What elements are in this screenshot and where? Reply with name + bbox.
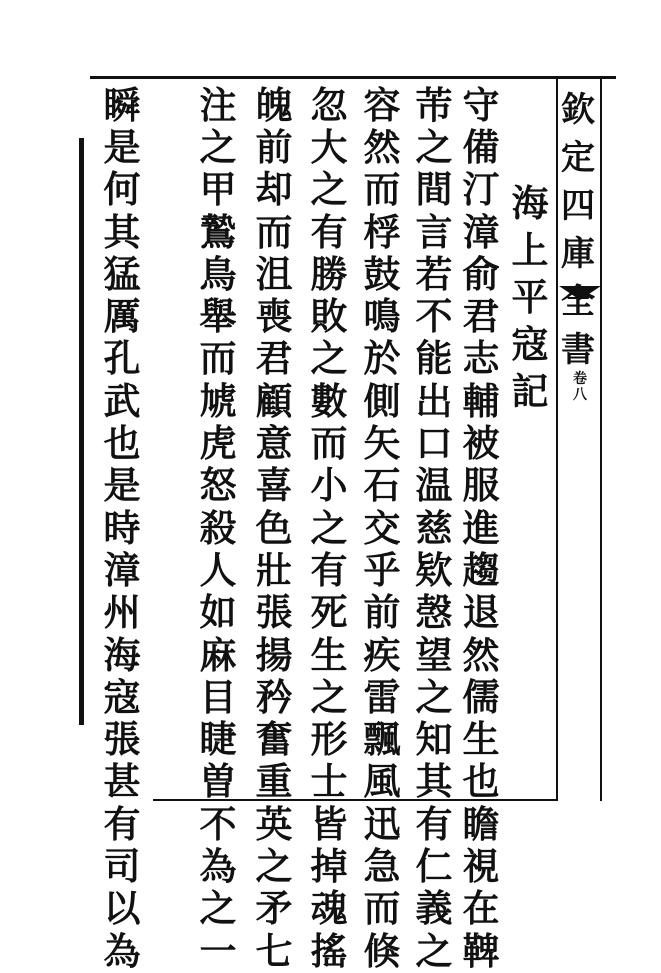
text-char: 愨 — [415, 590, 453, 635]
text-char: 仁 — [415, 843, 453, 888]
text-column-3 — [360, 84, 404, 972]
text-char: 於 — [363, 336, 401, 381]
text-char: 容 — [363, 82, 401, 127]
text-char: 舉 — [199, 294, 237, 339]
text-char: 睫 — [199, 717, 237, 762]
text-char: 而 — [363, 886, 401, 931]
text-char: 死 — [310, 590, 348, 635]
text-char: 雷 — [363, 674, 401, 719]
text-char: 也 — [462, 759, 500, 804]
text-char: 甚 — [103, 759, 141, 804]
text-char: 而 — [363, 167, 401, 212]
text-char: 石 — [363, 463, 401, 508]
text-column-2 — [412, 84, 456, 972]
text-char: 生 — [310, 632, 348, 677]
volume-char: 卷 — [573, 371, 587, 387]
banner-char: 欽 — [561, 89, 595, 130]
text-char: 交 — [363, 505, 401, 550]
text-char: 瞻 — [462, 801, 500, 846]
text-char: 曽 — [199, 759, 237, 804]
text-char: 之 — [199, 124, 237, 169]
text-char: 而 — [199, 336, 237, 381]
text-char: 儒 — [462, 674, 500, 719]
text-char: 輔 — [462, 378, 500, 423]
text-char: 虎 — [199, 421, 237, 466]
text-char: 欵 — [415, 547, 453, 592]
text-char: 前 — [363, 590, 401, 635]
text-char: 其 — [103, 209, 141, 254]
text-char: 被 — [462, 421, 500, 466]
text-char: 望 — [415, 632, 453, 677]
fishtail-mark — [559, 286, 601, 300]
volume-number — [573, 368, 587, 403]
top-border — [90, 76, 616, 79]
text-char: 在 — [462, 886, 500, 931]
text-char: 是 — [103, 463, 141, 508]
text-char: 言 — [415, 209, 453, 254]
text-char: 甲 — [199, 167, 237, 212]
text-char: 搖 — [310, 928, 348, 973]
text-char: 厲 — [103, 294, 141, 339]
text-char: 人 — [199, 547, 237, 592]
text-char: 之 — [310, 505, 348, 550]
text-char: 急 — [363, 843, 401, 888]
text-char: 奮 — [255, 717, 293, 762]
text-char: 鼓 — [363, 251, 401, 296]
text-char: 是 — [103, 124, 141, 169]
text-char: 前 — [255, 124, 293, 169]
banner-char: 全 — [561, 281, 595, 322]
text-char: 矢 — [363, 421, 401, 466]
text-char: 魄 — [255, 82, 293, 127]
text-column-1 — [459, 84, 503, 972]
text-char: 勝 — [310, 251, 348, 296]
text-char: 以 — [103, 886, 141, 931]
text-char: 温 — [415, 463, 453, 508]
text-char: 何 — [103, 167, 141, 212]
text-char: 州 — [103, 590, 141, 635]
text-char: 志 — [462, 336, 500, 381]
text-char: 敗 — [310, 294, 348, 339]
text-char: 芾 — [415, 82, 453, 127]
text-char: 喜 — [255, 463, 293, 508]
text-char: 其 — [415, 759, 453, 804]
text-column-7 — [100, 84, 144, 972]
title-char: 海 — [511, 181, 549, 225]
text-char: 虓 — [199, 378, 237, 423]
text-char: 不 — [199, 801, 237, 846]
text-char: 有 — [310, 547, 348, 592]
text-char: 如 — [199, 590, 237, 635]
text-char: 桴 — [363, 209, 401, 254]
text-char: 英 — [255, 801, 293, 846]
text-char: 不 — [415, 294, 453, 339]
text-char: 掉 — [310, 843, 348, 888]
text-char: 數 — [310, 378, 348, 423]
text-char: 喪 — [255, 294, 293, 339]
text-char: 風 — [363, 759, 401, 804]
text-char: 知 — [415, 717, 453, 762]
text-char: 之 — [415, 928, 453, 973]
text-char: 漳 — [462, 209, 500, 254]
left-border — [79, 138, 84, 725]
text-char: 之 — [310, 674, 348, 719]
text-char: 若 — [415, 251, 453, 296]
text-char: 海 — [103, 632, 141, 677]
text-column-5 — [252, 84, 296, 972]
text-char: 七 — [255, 928, 293, 973]
text-char: 之 — [199, 886, 237, 931]
text-char: 進 — [462, 505, 500, 550]
text-char: 色 — [255, 505, 293, 550]
text-char: 視 — [462, 843, 500, 888]
text-char: 鳴 — [363, 294, 401, 339]
text-char: 猛 — [103, 251, 141, 296]
text-char: 目 — [199, 674, 237, 719]
text-char: 有 — [103, 801, 141, 846]
text-char: 義 — [415, 886, 453, 931]
text-char: 注 — [199, 82, 237, 127]
text-char: 瞬 — [103, 82, 141, 127]
text-column-6 — [196, 84, 240, 972]
text-char: 也 — [103, 421, 141, 466]
text-char: 顧 — [255, 378, 293, 423]
text-char: 矛 — [255, 886, 293, 931]
text-char: 却 — [255, 167, 293, 212]
text-char: 口 — [415, 421, 453, 466]
text-char: 之 — [310, 336, 348, 381]
text-char: 乎 — [363, 547, 401, 592]
text-char: 飄 — [363, 717, 401, 762]
text-char: 有 — [415, 801, 453, 846]
text-char: 漳 — [103, 547, 141, 592]
text-char: 張 — [103, 717, 141, 762]
text-char: 士 — [310, 759, 348, 804]
text-char: 意 — [255, 421, 293, 466]
text-char: 慈 — [415, 505, 453, 550]
text-char: 俞 — [462, 251, 500, 296]
title-char: 記 — [511, 369, 549, 413]
text-char: 孔 — [103, 336, 141, 381]
text-char: 出 — [415, 378, 453, 423]
text-char: 壯 — [255, 547, 293, 592]
text-char: 司 — [103, 843, 141, 888]
text-char: 之 — [415, 124, 453, 169]
text-char: 忽 — [310, 82, 348, 127]
text-char: 而 — [255, 209, 293, 254]
banner-char: 定 — [561, 137, 595, 178]
volume-char: 八 — [573, 387, 587, 403]
text-char: 生 — [462, 717, 500, 762]
text-char: 疾 — [363, 632, 401, 677]
text-char: 君 — [462, 294, 500, 339]
text-char: 之 — [255, 843, 293, 888]
book-title-banner — [556, 82, 600, 370]
text-char: 然 — [462, 632, 500, 677]
text-char: 魂 — [310, 886, 348, 931]
margin-column-right-rule — [600, 79, 602, 801]
text-char: 小 — [310, 463, 348, 508]
text-char: 殺 — [199, 505, 237, 550]
text-char: 麻 — [199, 632, 237, 677]
text-char: 然 — [363, 124, 401, 169]
text-char: 備 — [462, 124, 500, 169]
text-char: 守 — [462, 82, 500, 127]
text-char: 倏 — [363, 928, 401, 973]
text-char: 沮 — [255, 251, 293, 296]
text-char: 皆 — [310, 801, 348, 846]
text-char: 張 — [255, 590, 293, 635]
banner-char: 書 — [561, 329, 595, 370]
title-char: 上 — [511, 228, 549, 272]
text-char: 側 — [363, 378, 401, 423]
text-char: 大 — [310, 124, 348, 169]
banner-char: 四 — [561, 185, 595, 226]
text-char: 怒 — [199, 463, 237, 508]
text-char: 而 — [310, 421, 348, 466]
text-char: 寇 — [103, 674, 141, 719]
text-column-4 — [307, 84, 351, 972]
text-char: 能 — [415, 336, 453, 381]
text-char: 間 — [415, 167, 453, 212]
text-char: 為 — [103, 928, 141, 973]
text-char: 退 — [462, 590, 500, 635]
text-char: 為 — [199, 843, 237, 888]
text-char: 迅 — [363, 801, 401, 846]
title-char: 平 — [511, 275, 549, 319]
text-char: 鳥 — [199, 251, 237, 296]
text-char: 之 — [415, 674, 453, 719]
text-char: 汀 — [462, 167, 500, 212]
text-char: 服 — [462, 463, 500, 508]
title-char: 寇 — [511, 322, 549, 366]
text-char: 時 — [103, 505, 141, 550]
text-char: 形 — [310, 717, 348, 762]
text-char: 君 — [255, 336, 293, 381]
text-char: 武 — [103, 378, 141, 423]
text-char: 鞞 — [462, 928, 500, 973]
essay-title — [508, 180, 552, 415]
text-char: 一 — [199, 928, 237, 973]
text-char: 有 — [310, 209, 348, 254]
banner-char: 庫 — [561, 233, 595, 274]
text-char: 鷙 — [199, 209, 237, 254]
text-char: 揚 — [255, 632, 293, 677]
text-char: 矜 — [255, 674, 293, 719]
text-char: 之 — [310, 167, 348, 212]
text-char: 重 — [255, 759, 293, 804]
text-char: 趨 — [462, 547, 500, 592]
